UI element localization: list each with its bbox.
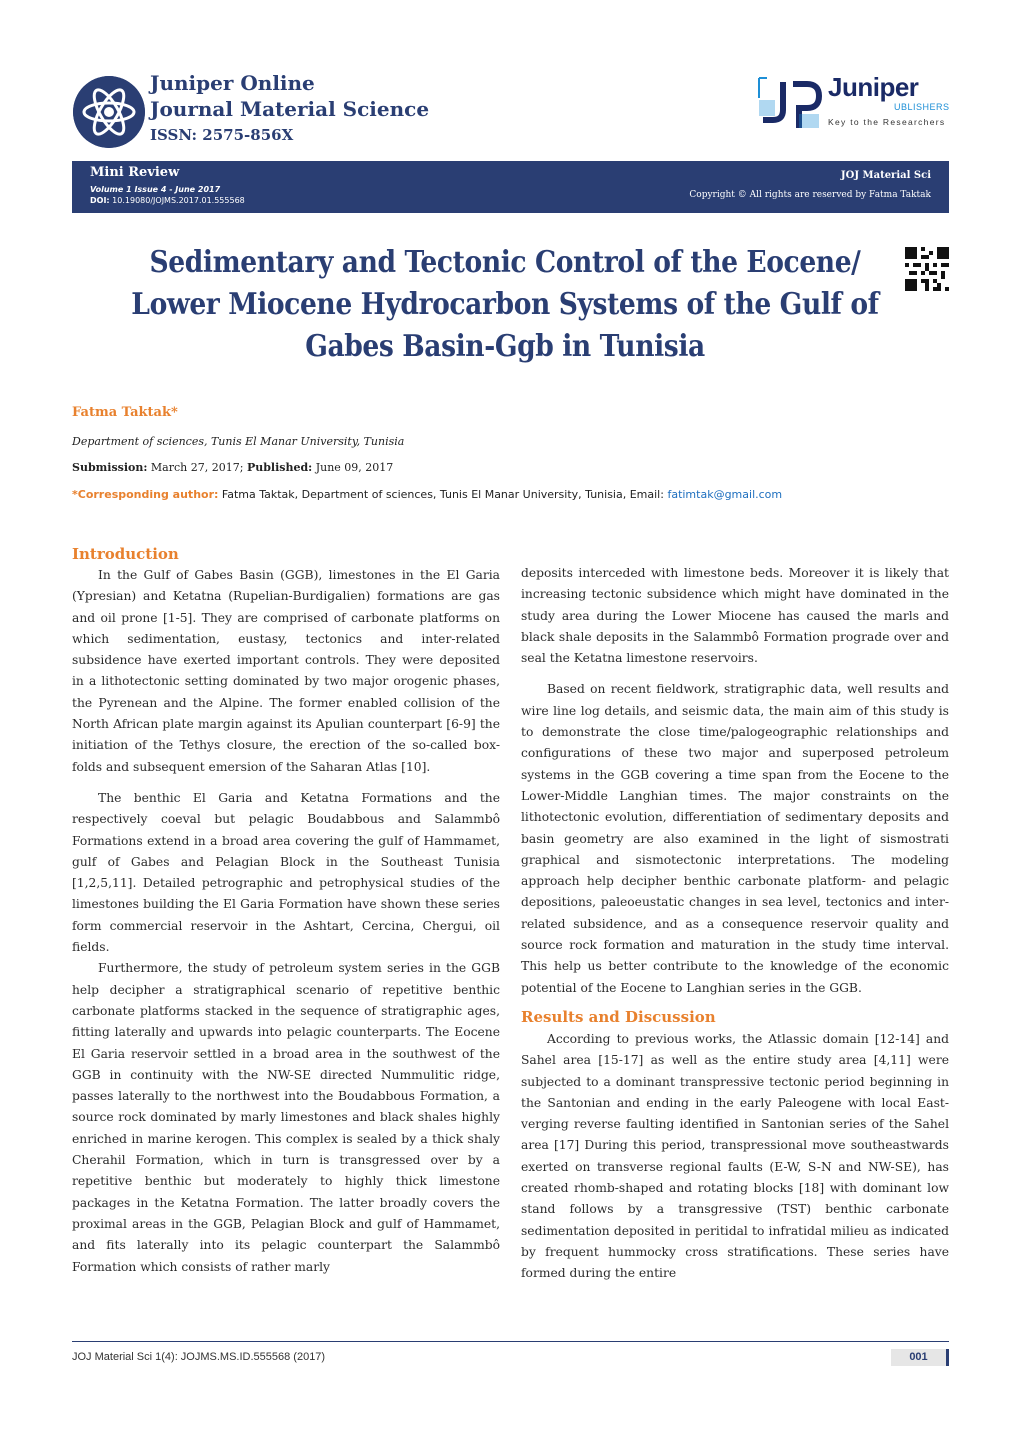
results-heading: Results and Discussion [521,1007,716,1026]
corresponding-text: Fatma Taktak, Department of sciences, Tunis El Manar University, Tunisia, Email: [218,488,668,501]
journal-name-line2: Journal Material Science [150,97,430,121]
author-affiliation: Department of sciences, Tunis El Manar University, Tunisia [72,435,405,448]
footer-divider [72,1341,949,1342]
left-column [72,543,500,1278]
journal-name [150,70,429,122]
journal-banner [72,161,949,213]
published-date: June 09, 2017 [312,461,394,474]
article-type: Mini Review [90,165,180,180]
paragraph-3: Furthermore, the study of petroleum system series in the GGB help decipher a stratigraphical scenario of repetitive benthic carbonate platforms stacked in the sequence of stratigraphic ages, fitting laterally and upwards into pelagic counterparts. The Eocene El Garia reservoir settled in a broad area in the southwest of the GGB in continuity with the NW-SE directed Nummulitic ridge, passes laterally to the northwest into the Boudabbous Formation, a source rock dominated by marly limestones and black shales highly enriched in marine kerogen. This complex is sealed by a thick shaly Cherahil Formation, which in turn is transgressed over by a repetitive benthic but moderately to highly thick limestone packages in the Ketatna Formation. The latter broadly covers the proximal areas in the GGB, Pelagian Block and gulf of Hammamet, and fits laterally into its pelagic counterpart the Salammbô Formation which consists of rather marly [72,961,500,1274]
submission-date: March 27, 2017; [147,461,247,474]
email-link[interactable]: fatimtak@gmail.com [667,488,783,501]
paragraph-1: In the Gulf of Gabes Basin (GGB), limestones in the El Garia (Ypresian) and Ketatna (Rupelian-Burdigalien) formations are gas and oil prone [1-5]. They are comprised of carbonate platforms on which sedimentation, eustasy, tectonics and inter-related subsidence have exerted important controls. They were deposited in a lithotectonic setting dominated by two major orogenic phases, the Pyrenean and the Alpine. The former enabled collision of the North African plate margin against its Apulian counterpart [6-9] the initiation of the Tethys closure, the erection of the so-called box-folds and subsequent emersion of the Saharan Atlas [10]. [72,568,500,774]
publisher-subtitle: UBLISHERS [894,102,950,112]
title-line-1: Sedimentary and Tectonic Control of the Eocene/ [149,244,861,279]
journal-ref: JOJ Material Sci [840,170,931,181]
article-title [90,241,920,367]
introduction-heading: Introduction [72,545,179,563]
publisher-jp-mark-icon [755,76,830,132]
qr-code-icon[interactable] [905,247,949,291]
article-dates [72,461,393,474]
doi [90,196,245,205]
doi-label: DOI: [90,196,110,205]
volume-issue: Volume 1 Issue 4 - June 2017 [90,185,221,194]
journal-logo [73,76,145,148]
atom-icon [73,76,145,148]
title-line-2: Lower Miocene Hydrocarbon Systems of the Gulf of [131,286,879,321]
paragraph-6: According to previous works, the Atlassic domain [12-14] and Sahel area [15-17] as well as the entire study area [4,11] were subjected to a dominant transpressive tectonic period beginning in the Santonian and ending in the early Paleogene with local East-verging reverse faulting identified in Santonian series of the Sahel area [17] During this period, transpressional move southeastwards exerted on transverse regional faults (E-W, S-N and NW-SE), has created rhomb-shaped and rotating blocks [18] with dominant low stand follows by a transgressive (TST) benthic carbonate sedimentation deposited in peritidal to infratidal milieu as indicated by frequent hummocky cross stratifications. These series have formed during the entire [521,1031,949,1281]
paragraph-2: The benthic El Garia and Ketatna Formations and the respectively coeval but pelagic Boudabbous and Salammbô Formations extend in a broad area covering the gulf of Hammamet, gulf of Gabes and Pelagian Block in the Southeast Tunisia [1,2,5,11]. Detailed petrographic and petrophysical studies of the limestones building the El Garia Formation have shown these series form commercial reservoir in the Ashtart, Cercina, Chergui, oil fields. [72,790,500,955]
journal-name-line1: Juniper Online [150,71,315,95]
qr-code-graphic [905,247,949,291]
doi-link[interactable]: 10.19080/JOJMS.2017.01.555568 [112,196,245,205]
page-number: 001 [891,1349,949,1366]
copyright: Copyright © All rights are reserved by Fatma Taktak [689,190,931,200]
published-label: Published: [246,461,313,474]
publisher-tagline: Key to the Researchers [828,117,946,127]
author-name: Fatma Taktak* [72,405,178,420]
title-line-3: Gabes Basin-Ggb in Tunisia [305,328,705,363]
corresponding-label: *Corresponding author: [72,488,219,501]
footer-reference: JOJ Material Sci 1(4): JOJMS.MS.ID.555568 (2017) [72,1351,326,1363]
publisher-name: Juniper [828,72,919,102]
journal-issn: ISSN: 2575-856X [150,126,294,144]
corresponding-author [72,488,782,501]
right-column [521,563,949,1285]
paragraph-4: deposits interceded with limestone beds. Moreover it is likely that increasing tectonic subsidence which might have dominated in the study area during the Lower Miocene has caused the marls and black shale deposits in the Salammbô Formation prograde over and seal the Ketatna limestone reservoirs. [521,566,949,666]
paragraph-5: Based on recent fieldwork, stratigraphic data, well results and wire line log details, and seismic data, the main aim of this study is to demonstrate the close time/palogeographic relationships and configurations of these two major and superposed petroleum systems in the GGB covering a time span from the Eocene to the Lower-Middle Langhian times. The major constraints on the lithotectonic evolution, differentiation of sedimentary deposits and basin geometry are also examined in the light of sismostrati graphical and sismotectonic interpretations. The modeling approach help decipher benthic carbonate platform- and pelagic depositions, paleoeustatic changes in sea level, tectonics and inter-related subsidence, and as a consequence reservoir quality and source rock formation and maturation in the study time interval. This help us better contribute to the knowledge of the economic potential of the Eocene to Langhian series in the GGB. [521,682,949,995]
submission-label: Submission: [72,461,148,474]
